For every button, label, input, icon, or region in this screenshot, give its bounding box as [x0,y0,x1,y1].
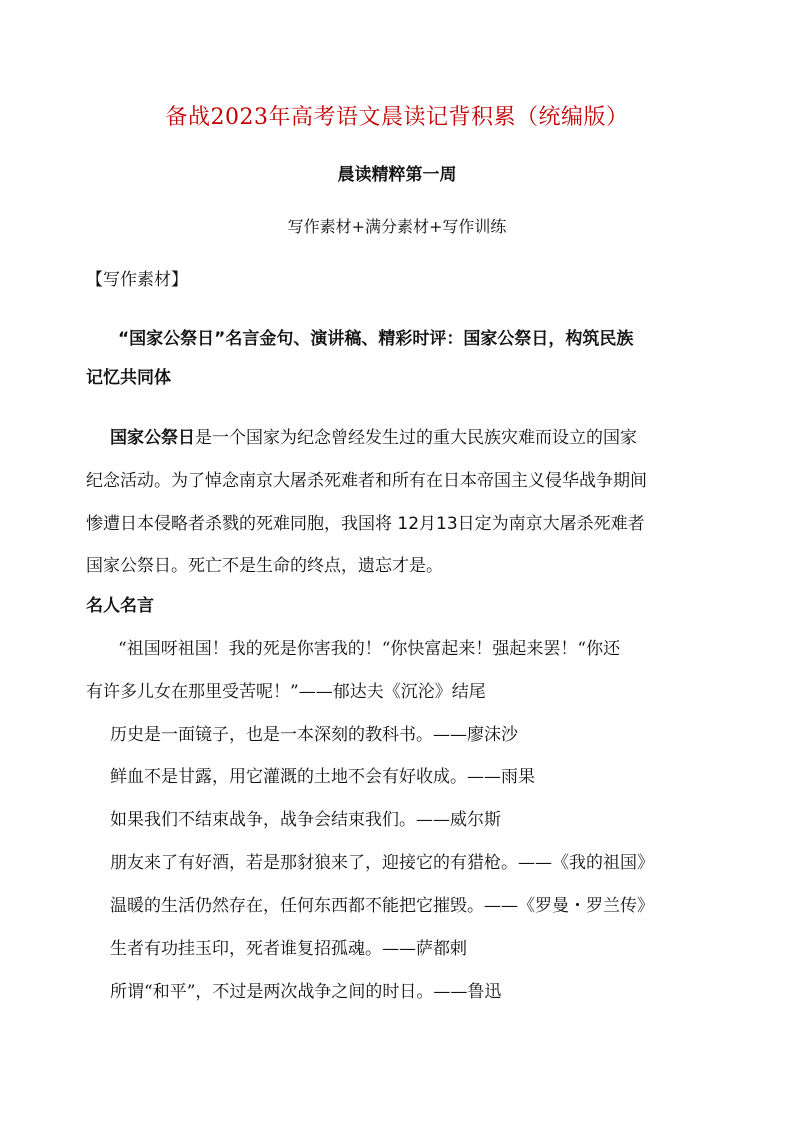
intro-line-2: 纪念活动。为了悼念南京大屠杀死难者和所有在日本帝国主义侵华战争期间 [86,471,647,491]
quote-line: 有许多儿女在那里受苦呢！”——郁达夫《沉沦》结尾 [86,682,486,702]
document-subtitle: 晨读精粹第一周 [337,165,457,185]
quote-line: 所谓“和平”，不过是两次战争之间的时日。——鲁迅 [110,982,502,1002]
quotes-heading: 名人名言 [86,596,154,616]
quote-line: “祖国呀祖国！我的死是你害我的！“你快富起来！强起来罢！“你还 [118,639,621,659]
quote-line: 朋友来了有好酒，若是那豺狼来了，迎接它的有猎枪。——《我的祖国》 [110,853,654,873]
quote-line: 如果我们不结束战争，战争会结束我们。——威尔斯 [110,810,501,830]
document-title: 备战2023年高考语文晨读记背积累（统编版） [165,105,629,130]
quote-line: 鲜血不是甘露，用它灌溉的土地不会有好收成。——雨果 [110,767,535,787]
intro-line-1-text: 是一个国家为纪念曾经发生过的重大民族灾难而设立的国家 [195,428,637,448]
topic-line-1: “国家公祭日”名言金句、演讲稿、精彩时评：国家公祭日，构筑民族 [118,329,634,349]
quote-line: 温暖的生活仍然存在，任何东西都不能把它摧毁。——《罗曼・罗兰传》 [110,896,654,916]
document-tagline: 写作素材+满分素材+写作训练 [287,217,507,236]
quote-line: 历史是一面镜子，也是一本深刻的教科书。——廖沫沙 [110,725,518,745]
intro-line-4: 国家公祭日。死亡不是生命的终点，遗忘才是。 [86,556,443,576]
section-label: 【写作素材】 [86,270,188,290]
intro-line-3: 惨遭日本侵略者杀戮的死难同胞，我国将 12月13日定为南京大屠杀死难者 [86,514,645,534]
intro-highlight-term: 国家公祭日 [110,428,195,448]
intro-line-1 [110,430,637,447]
quote-line: 生者有功挂玉印，死者谁复招孤魂。——萨都剌 [110,939,467,959]
topic-line-2: 记忆共同体 [86,368,171,388]
